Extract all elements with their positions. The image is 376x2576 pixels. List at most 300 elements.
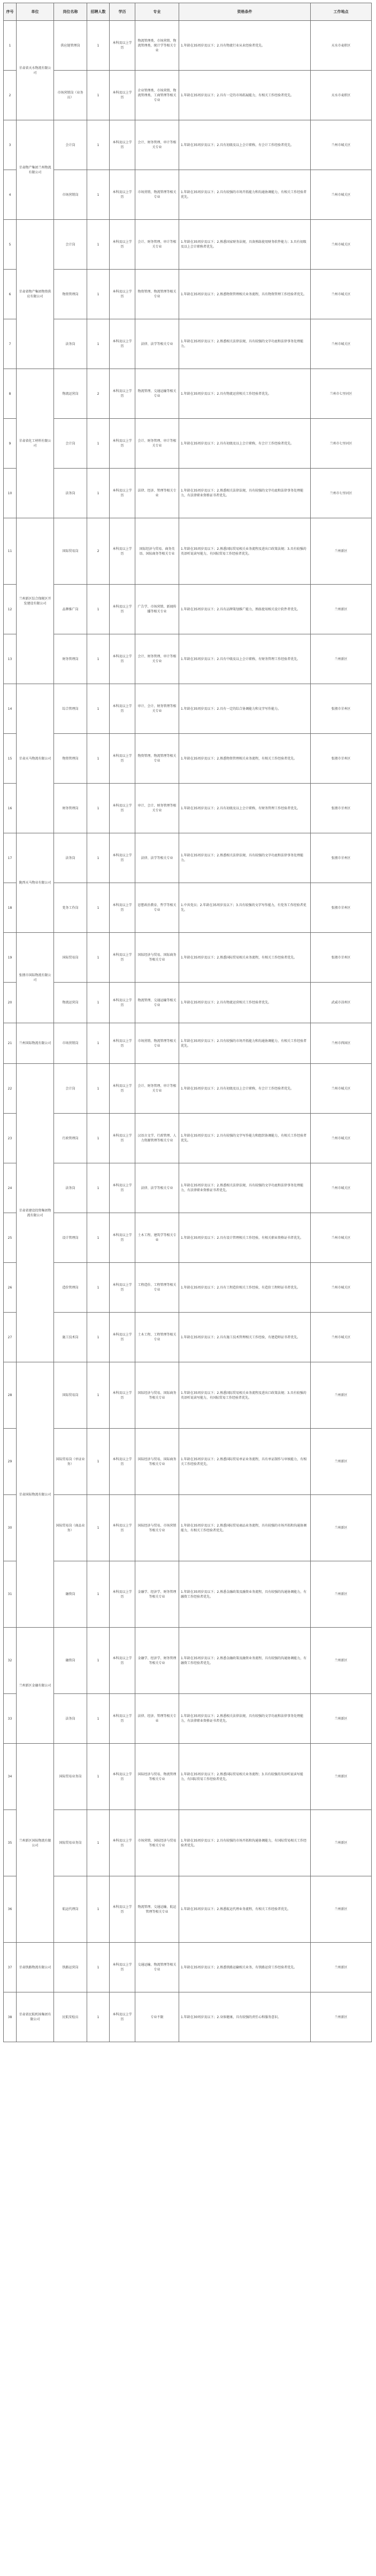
table-row	[4, 1992, 372, 2042]
table-row	[4, 270, 372, 319]
cell-position: 融资岗	[54, 1561, 87, 1628]
cell-seq: 5	[4, 220, 17, 270]
table-row	[4, 419, 372, 469]
table-row	[4, 220, 372, 270]
cell-seq: 18	[4, 883, 17, 933]
cell-education: 本科及以上学历	[110, 1263, 135, 1313]
cell-seq: 32	[4, 1628, 17, 1694]
cell-location: 兰州市七里河区	[311, 419, 372, 469]
cell-conditions: 1.年龄在35周岁及以下；2.熟悉相关法律法规，具有较强的文字功底和法律事务处理能力。	[179, 319, 311, 369]
header-count: 招聘人数	[87, 3, 110, 21]
table-row	[4, 1744, 372, 1810]
cell-education: 本科及以上学历	[110, 1114, 135, 1163]
cell-major: 法律、法学等相关专业	[135, 833, 179, 883]
cell-conditions: 1.年龄在35周岁及以下；2.具有工程造价相关工作经验，有造价工程师证书者优先。	[179, 1263, 311, 1313]
cell-seq: 9	[4, 419, 17, 469]
cell-location: 兰州新区	[311, 1810, 372, 1876]
cell-location: 张掖市甘州区	[311, 883, 372, 933]
cell-location: 兰州市城关区	[311, 220, 372, 270]
table-row	[4, 170, 372, 220]
cell-count: 1	[87, 1744, 110, 1810]
cell-conditions: 1.年龄在35周岁及以下；2.熟悉相关法律法规，具有较强的文字功底和法律事务处理能力，有法律职业资格证书者优先。	[179, 1694, 311, 1744]
cell-count: 1	[87, 21, 110, 71]
cell-seq: 13	[4, 634, 17, 684]
cell-position: 法务岗	[54, 319, 87, 369]
cell-position: 物资管理岗	[54, 734, 87, 784]
cell-position: 国际贸易岗	[54, 1362, 87, 1429]
cell-location: 兰州市城关区	[311, 319, 372, 369]
cell-conditions: 1.年龄在35周岁及以下；2.熟悉铁路运输相关业务，有铁路运营工作经验者优先。	[179, 1943, 311, 1992]
cell-location: 兰州市城关区	[311, 1263, 372, 1313]
cell-location: 天水市麦积区	[311, 71, 372, 120]
cell-conditions: 1.年龄在30周岁及以下；2.身体健康，具有较强的责任心和服务意识。	[179, 1992, 311, 2042]
cell-conditions: 1.年龄在35周岁及以下；2.具有品牌策划推广能力，熟练使用相关设计软件者优先。	[179, 585, 311, 634]
cell-seq: 2	[4, 71, 17, 120]
cell-position: 物资管理岗	[54, 270, 87, 319]
cell-conditions: 1.年龄在35周岁及以下；2.具有初级及以上会计职称，有会计工作经验者优先。	[179, 419, 311, 469]
cell-count: 1	[87, 120, 110, 170]
cell-position: 法务岗	[54, 1694, 87, 1744]
table-row	[4, 1943, 372, 1992]
cell-seq: 23	[4, 1114, 17, 1163]
cell-seq: 28	[4, 1362, 17, 1429]
cell-conditions: 1.年龄在35周岁及以下；2.具有物流运营相关工作经验者优先。	[179, 369, 311, 419]
cell-education: 本科及以上学历	[110, 469, 135, 518]
cell-count: 1	[87, 1810, 110, 1876]
table-row	[4, 469, 372, 518]
cell-conditions: 1.年龄在35周岁及以下；2.熟悉国际贸易单证业务流程，具有单证制作与审核能力，有相关工作经验者优先。	[179, 1429, 311, 1495]
cell-seq: 6	[4, 270, 17, 319]
cell-conditions: 1.年龄在35周岁及以下；2.具有较强的市场开拓和沟通协调能力，有国际贸易相关工作经验者优先。	[179, 1810, 311, 1876]
cell-major: 法律、经济、管理等相关专业	[135, 469, 179, 518]
cell-conditions: 1.年龄在35周岁及以下；2.熟悉相关法律法规，具有较强的文字功底和法律事务处理能力。	[179, 833, 311, 883]
table-row	[4, 1163, 372, 1213]
cell-education: 本科及以上学历	[110, 220, 135, 270]
cell-seq: 10	[4, 469, 17, 518]
cell-seq: 4	[4, 170, 17, 220]
cell-location: 兰州市七里河区	[311, 469, 372, 518]
cell-education: 本科及以上学历	[110, 270, 135, 319]
cell-location: 兰州市城关区	[311, 270, 372, 319]
cell-education: 本科及以上学历	[110, 883, 135, 933]
cell-position: 市场营销岗	[54, 170, 87, 220]
cell-conditions: 1.年龄在35周岁及以下；2.熟悉物资管理相关业务流程，有相关工作经验者优先。	[179, 734, 311, 784]
cell-unit: 兰州国际物流有限公司	[17, 1023, 54, 1064]
cell-education: 本科及以上学历	[110, 1876, 135, 1943]
cell-unit: 甘肃物产集团兰州物流有限公司	[17, 120, 54, 220]
cell-major: 国际经济与贸易、物流管理等相关专业	[135, 1744, 179, 1810]
cell-count: 1	[87, 469, 110, 518]
table-row	[4, 684, 372, 734]
cell-major: 企业管理类、市场营销、物流管理类、工商管理等相关专业	[135, 71, 179, 120]
table-row	[4, 518, 372, 585]
cell-conditions: 1.年龄在35周岁及以下；2.具有较强的市场开拓能力和沟通协调能力，有相关工作经验者优先。	[179, 1023, 311, 1064]
cell-conditions: 1.年龄在35周岁及以下；2.具有初级及以上会计职称，有会计工作经验者优先。	[179, 120, 311, 170]
cell-location: 兰州新区	[311, 518, 372, 585]
cell-position: 会计岗	[54, 120, 87, 170]
cell-unit: 甘肃省物产集团物资供应有限公司	[17, 220, 54, 369]
cell-unit: 甘肃铁路物流有限公司	[17, 1943, 54, 1992]
cell-seq: 37	[4, 1943, 17, 1992]
cell-count: 1	[87, 1362, 110, 1429]
table-row	[4, 369, 372, 419]
cell-count: 1	[87, 983, 110, 1023]
cell-conditions: 1.年龄在35周岁及以下；2.具有一定的综合协调能力和文字写作能力。	[179, 684, 311, 734]
cell-unit: 甘肃国际物流有限公司	[17, 1362, 54, 1628]
cell-location: 兰州新区	[311, 1495, 372, 1561]
cell-seq: 30	[4, 1495, 17, 1561]
cell-count: 1	[87, 220, 110, 270]
cell-location: 兰州新区	[311, 1628, 372, 1694]
cell-education: 本科及以上学历	[110, 983, 135, 1023]
cell-education: 本科及以上学历	[110, 933, 135, 983]
cell-seq: 19	[4, 933, 17, 983]
cell-count: 1	[87, 1561, 110, 1628]
cell-seq: 20	[4, 983, 17, 1023]
cell-conditions: 1.年龄在35周岁及以下；2.具有设计管理相关工作经验，有相关职业资格证书者优先。	[179, 1213, 311, 1263]
cell-location: 张掖市甘州区	[311, 784, 372, 833]
table-row	[4, 319, 372, 369]
cell-count: 1	[87, 319, 110, 369]
cell-count: 1	[87, 1114, 110, 1163]
cell-count: 1	[87, 883, 110, 933]
cell-count: 1	[87, 1429, 110, 1495]
cell-position: 品牌推广岗	[54, 585, 87, 634]
table-header	[4, 3, 372, 21]
cell-major: 国际经济与贸易、国际商务等相关专业	[135, 1362, 179, 1429]
cell-location: 兰州新区	[311, 1694, 372, 1744]
cell-count: 1	[87, 270, 110, 319]
cell-education: 本科及以上学历	[110, 1213, 135, 1263]
cell-seq: 25	[4, 1213, 17, 1263]
cell-position: 国际贸易业务岗	[54, 1744, 87, 1810]
cell-location: 兰州新区	[311, 1876, 372, 1943]
cell-unit: 陇西天马物业有限公司	[17, 833, 54, 933]
cell-conditions: 1.年龄在35周岁及以下；2.熟悉国家财务法规，具备熟练使用财务软件能力；3.具有初级及以上会计职称者优先。	[179, 220, 311, 270]
cell-education: 本科及以上学历	[110, 170, 135, 220]
cell-conditions: 1.年龄在35周岁及以下；2.具有施工技术管理相关工作经验，有建造师证书者优先。	[179, 1313, 311, 1362]
cell-location: 张掖市甘州区	[311, 933, 372, 983]
cell-conditions: 1.年龄在35周岁及以下；2.具有物流行业从业经验者优先。	[179, 21, 311, 71]
cell-conditions: 1.年龄在35周岁及以下；2.熟悉航运代理业务流程，有相关工作经验者优先。	[179, 1876, 311, 1943]
cell-count: 1	[87, 1023, 110, 1064]
cell-conditions: 1.年龄在35周岁及以下；2.具有初级及以上会计职称，有财务管理工作经验者优先。	[179, 784, 311, 833]
cell-major: 法律、法学等相关专业	[135, 319, 179, 369]
cell-education: 本科及以上学历	[110, 1561, 135, 1628]
cell-position: 施工技术岗	[54, 1313, 87, 1362]
cell-unit: 张掖市国际物流有限公司	[17, 933, 54, 1023]
cell-major: 国际经济与贸易、商务英语、国际商务等相关专业	[135, 518, 179, 585]
cell-location: 兰州新区	[311, 585, 372, 634]
cell-location: 天水市麦积区	[311, 21, 372, 71]
cell-count: 1	[87, 684, 110, 734]
table-row	[4, 734, 372, 784]
table-row	[4, 1628, 372, 1694]
cell-position: 造价管理岗	[54, 1263, 87, 1313]
table-row	[4, 120, 372, 170]
header-location: 工作地点	[311, 3, 372, 21]
cell-education: 本科及以上学历	[110, 1694, 135, 1744]
table-row	[4, 1810, 372, 1876]
cell-unit: 甘肃省建设投资集团物流有限公司	[17, 1064, 54, 1362]
table-row	[4, 585, 372, 634]
cell-conditions: 1.年龄在35周岁及以下；2.具有较强的市场开拓能力和沟通协调能力，有相关工作经验者优先。	[179, 170, 311, 220]
cell-conditions: 1.年龄在35周岁及以下；2.具有较强的文字写作能力和组织协调能力，有相关工作经验者优先。	[179, 1114, 311, 1163]
table-row	[4, 1362, 372, 1429]
cell-position: 党务工作岗	[54, 883, 87, 933]
cell-count: 2	[87, 369, 110, 419]
table-row	[4, 21, 372, 71]
cell-major: 市场营销、物流管理等相关专业	[135, 170, 179, 220]
cell-education: 本科及以上学历	[110, 734, 135, 784]
cell-conditions: 1.年龄在35周岁及以下；2.熟悉国际贸易相关业务流程；3.具有较强的英语听说读写能力，有国际贸易工作经验者优先。	[179, 1744, 311, 1810]
cell-seq: 27	[4, 1313, 17, 1362]
cell-seq: 35	[4, 1810, 17, 1876]
cell-education: 本科及以上学历	[110, 120, 135, 170]
cell-location: 兰州市城关区	[311, 1213, 372, 1263]
cell-education: 本科及以上学历	[110, 1362, 135, 1429]
cell-count: 1	[87, 419, 110, 469]
cell-education: 本科及以上学历	[110, 1744, 135, 1810]
cell-education: 本科及以上学历	[110, 71, 135, 120]
cell-major: 市场营销、物流管理等相关专业	[135, 1023, 179, 1064]
cell-position: 融资岗	[54, 1628, 87, 1694]
cell-location: 兰州新区	[311, 1744, 372, 1810]
header-row	[4, 3, 372, 21]
cell-major: 专业不限	[135, 1992, 179, 2042]
cell-unit: 甘肃省民航机场集团有限公司	[17, 1992, 54, 2042]
table-row	[4, 1561, 372, 1628]
cell-conditions: 1.年龄在35周岁及以下；2.熟悉物资管理相关业务流程，具有物资管理工作经验者优先。	[179, 270, 311, 319]
table-row	[4, 883, 372, 933]
cell-major: 物流管理、交通运输、航运管理等相关专业	[135, 1876, 179, 1943]
cell-education: 本科及以上学历	[110, 1429, 135, 1495]
cell-seq: 16	[4, 784, 17, 833]
cell-conditions: 1.年龄在35周岁及以下；2.具有中级及以上会计职称，有财务管理工作经验者优先。	[179, 634, 311, 684]
cell-count: 1	[87, 1213, 110, 1263]
table-row	[4, 983, 372, 1023]
table-body	[4, 21, 372, 2042]
cell-conditions: 1.年龄在35周岁及以下；2.熟悉金融政策及融资业务流程，具有较强的沟通协调能力，有融资工作经验者优先。	[179, 1628, 311, 1694]
cell-education: 本科及以上学历	[110, 369, 135, 419]
cell-education: 本科及以上学历	[110, 1313, 135, 1362]
cell-conditions: 1.年龄在35周岁及以下；2.熟悉金融政策及融资业务流程，具有较强的沟通协调能力，有融资工作经验者优先。	[179, 1561, 311, 1628]
cell-location: 兰州市城关区	[311, 1313, 372, 1362]
cell-location: 兰州新区	[311, 1992, 372, 2042]
cell-seq: 15	[4, 734, 17, 784]
cell-position: 国际贸易岗（单证业务）	[54, 1429, 87, 1495]
cell-seq: 3	[4, 120, 17, 170]
table-row	[4, 1114, 372, 1163]
cell-location: 武威市凉州区	[311, 983, 372, 1023]
cell-unit: 兰州新区金融有限公司	[17, 1628, 54, 1744]
cell-position: 法务岗	[54, 833, 87, 883]
cell-seq: 1	[4, 21, 17, 71]
cell-major: 会计、财务管理、审计等相关专业	[135, 419, 179, 469]
cell-conditions: 1.年龄在35周岁及以下；2.具有初级及以上会计职称，有会计工作经验者优先。	[179, 1064, 311, 1114]
cell-education: 本科及以上学历	[110, 1064, 135, 1114]
cell-count: 1	[87, 1694, 110, 1744]
cell-position: 行政管理岗	[54, 1114, 87, 1163]
cell-location: 张掖市甘州区	[311, 684, 372, 734]
cell-major: 思想政治教育、哲学等相关专业	[135, 883, 179, 933]
cell-unit: 甘肃天马物流有限公司	[17, 684, 54, 833]
cell-location: 兰州新区	[311, 1362, 372, 1429]
cell-position: 市场营销岗（业务员）	[54, 71, 87, 120]
cell-location: 兰州新区	[311, 634, 372, 684]
header-unit: 单位	[17, 3, 54, 21]
cell-major: 土木工程、工程管理等相关专业	[135, 1313, 179, 1362]
cell-education: 本科及以上学历	[110, 1628, 135, 1694]
cell-count: 2	[87, 518, 110, 585]
cell-count: 1	[87, 1495, 110, 1561]
cell-position: 供应链管理岗	[54, 21, 87, 71]
cell-major: 金融学、经济学、财务管理等相关专业	[135, 1628, 179, 1694]
cell-major: 国际经济与贸易、国际商务等相关专业	[135, 1429, 179, 1495]
table-row	[4, 1876, 372, 1943]
cell-position: 物流运营岗	[54, 983, 87, 1023]
cell-major: 会计、财务管理、审计等相关专业	[135, 220, 179, 270]
cell-seq: 33	[4, 1694, 17, 1744]
cell-count: 1	[87, 1064, 110, 1114]
cell-position: 民航安检员	[54, 1992, 87, 2042]
cell-conditions: 1.年龄在35周岁及以下；2.熟悉国际贸易商品业务流程，具有较强的市场开拓和沟通协调能力，有相关工作经验者优先。	[179, 1495, 311, 1561]
cell-location: 兰州新区	[311, 1429, 372, 1495]
cell-seq: 36	[4, 1876, 17, 1943]
cell-unit: 兰州新区综合保税区开发建设有限公司	[17, 518, 54, 684]
cell-education: 本科及以上学历	[110, 319, 135, 369]
cell-position: 铁路运营岗	[54, 1943, 87, 1992]
table-row	[4, 1313, 372, 1362]
cell-position: 综合管理岗	[54, 684, 87, 734]
cell-major: 土木工程、建筑学等相关专业	[135, 1213, 179, 1263]
cell-count: 1	[87, 1163, 110, 1213]
cell-location: 兰州新区	[311, 1561, 372, 1628]
cell-major: 工程造价、工程管理等相关专业	[135, 1263, 179, 1313]
cell-education: 本科及以上学历	[110, 518, 135, 585]
cell-count: 1	[87, 933, 110, 983]
cell-location: 兰州市城关区	[311, 1114, 372, 1163]
cell-conditions: 1.年龄在35周岁及以下；2.熟悉国际贸易相关业务流程及进出口政策法规；3.具有较强的英语听说读写能力，有国际贸易工作经验者优先。	[179, 1362, 311, 1429]
job-table-wrapper	[3, 3, 371, 2042]
table-row	[4, 833, 372, 883]
cell-seq: 7	[4, 319, 17, 369]
header-education: 学历	[110, 3, 135, 21]
cell-position: 财务管理岗	[54, 784, 87, 833]
cell-position: 法务岗	[54, 1163, 87, 1213]
table-row	[4, 1263, 372, 1313]
cell-seq: 31	[4, 1561, 17, 1628]
cell-major: 汉语言文学、行政管理、人力资源管理等相关专业	[135, 1114, 179, 1163]
cell-major: 法律、法学等相关专业	[135, 1163, 179, 1213]
cell-seq: 12	[4, 585, 17, 634]
cell-seq: 38	[4, 1992, 17, 2042]
cell-seq: 34	[4, 1744, 17, 1810]
cell-position: 物流运营岗	[54, 369, 87, 419]
cell-education: 本科及以上学历	[110, 1992, 135, 2042]
cell-position: 航运代理岗	[54, 1876, 87, 1943]
cell-education: 本科及以上学历	[110, 1943, 135, 1992]
table-row	[4, 1213, 372, 1263]
cell-major: 审计、会计、财务管理等相关专业	[135, 784, 179, 833]
cell-major: 交通运输、物流管理等相关专业	[135, 1943, 179, 1992]
table-row	[4, 1064, 372, 1114]
cell-education: 本科及以上学历	[110, 419, 135, 469]
cell-location: 兰州市城关区	[311, 1163, 372, 1213]
cell-major: 法律、经济、管理等相关专业	[135, 1694, 179, 1744]
cell-count: 1	[87, 1876, 110, 1943]
cell-seq: 14	[4, 684, 17, 734]
cell-conditions: 1.年龄在35周岁及以下；2.熟悉相关法律法规，具有较强的文字功底和法律事务处理能力，有法律职业资格证书者优先。	[179, 1163, 311, 1213]
cell-unit: 甘肃省化工材料有限公司	[17, 369, 54, 518]
cell-location: 张掖市甘州区	[311, 833, 372, 883]
cell-unit: 甘肃省天水物流有限公司	[17, 21, 54, 120]
cell-seq: 29	[4, 1429, 17, 1495]
cell-count: 1	[87, 734, 110, 784]
cell-seq: 24	[4, 1163, 17, 1213]
cell-count: 1	[87, 1943, 110, 1992]
cell-major: 市场营销、国际经济与贸易等相关专业	[135, 1810, 179, 1876]
cell-major: 物流管理类、市场营销、物流管理类、统计学等相关专业	[135, 21, 179, 71]
cell-count: 1	[87, 71, 110, 120]
cell-major: 广告学、市场营销、新闻传播等相关专业	[135, 585, 179, 634]
cell-position: 设计管理岗	[54, 1213, 87, 1263]
cell-major: 物资管理、物流管理等相关专业	[135, 734, 179, 784]
cell-seq: 8	[4, 369, 17, 419]
recruitment-table	[3, 3, 372, 2042]
cell-count: 1	[87, 1263, 110, 1313]
cell-seq: 11	[4, 518, 17, 585]
cell-location: 兰州市城关区	[311, 120, 372, 170]
cell-major: 金融学、经济学、财务管理等相关专业	[135, 1561, 179, 1628]
cell-conditions: 1.中共党员；2.年龄在35周岁及以下；3.具有较强的文字写作能力，有党务工作经验者优先。	[179, 883, 311, 933]
cell-seq: 26	[4, 1263, 17, 1313]
cell-conditions: 1.年龄在35周岁及以下；2.熟悉相关法律法规，具有较强的文字功底和法律事务处理能力，有法律职业资格证书者优先。	[179, 469, 311, 518]
cell-position: 市场营销岗	[54, 1023, 87, 1064]
cell-major: 物资管理、物流管理等相关专业	[135, 270, 179, 319]
cell-location: 兰州市西固区	[311, 1023, 372, 1064]
cell-major: 会计、财务管理、审计等相关专业	[135, 634, 179, 684]
cell-education: 本科及以上学历	[110, 1495, 135, 1561]
cell-location: 兰州市城关区	[311, 170, 372, 220]
table-row	[4, 1495, 372, 1561]
table-row	[4, 1429, 372, 1495]
cell-seq: 17	[4, 833, 17, 883]
table-row	[4, 933, 372, 983]
cell-conditions: 1.年龄在35周岁及以下；2.具有物流运营相关工作经验者优先。	[179, 983, 311, 1023]
cell-count: 1	[87, 585, 110, 634]
cell-location: 兰州新区	[311, 1943, 372, 1992]
cell-count: 1	[87, 833, 110, 883]
cell-conditions: 1.年龄在35周岁及以下；2.熟悉国际贸易相关业务流程，有相关工作经验者优先。	[179, 933, 311, 983]
cell-position: 会计岗	[54, 1064, 87, 1114]
header-major: 专业	[135, 3, 179, 21]
table-row	[4, 784, 372, 833]
cell-position: 财务管理岗	[54, 634, 87, 684]
cell-count: 1	[87, 784, 110, 833]
cell-major: 国际经济与贸易、市场营销等相关专业	[135, 1495, 179, 1561]
cell-count: 1	[87, 1313, 110, 1362]
cell-education: 本科及以上学历	[110, 585, 135, 634]
cell-education: 本科及以上学历	[110, 21, 135, 71]
cell-education: 本科及以上学历	[110, 684, 135, 734]
cell-education: 本科及以上学历	[110, 1810, 135, 1876]
cell-education: 本科及以上学历	[110, 1163, 135, 1213]
cell-unit: 兰州新区国际物流有限公司	[17, 1744, 54, 1943]
cell-education: 本科及以上学历	[110, 784, 135, 833]
cell-major: 国际经济与贸易、国际商务等相关专业	[135, 933, 179, 983]
cell-major: 会计、财务管理、审计等相关专业	[135, 120, 179, 170]
